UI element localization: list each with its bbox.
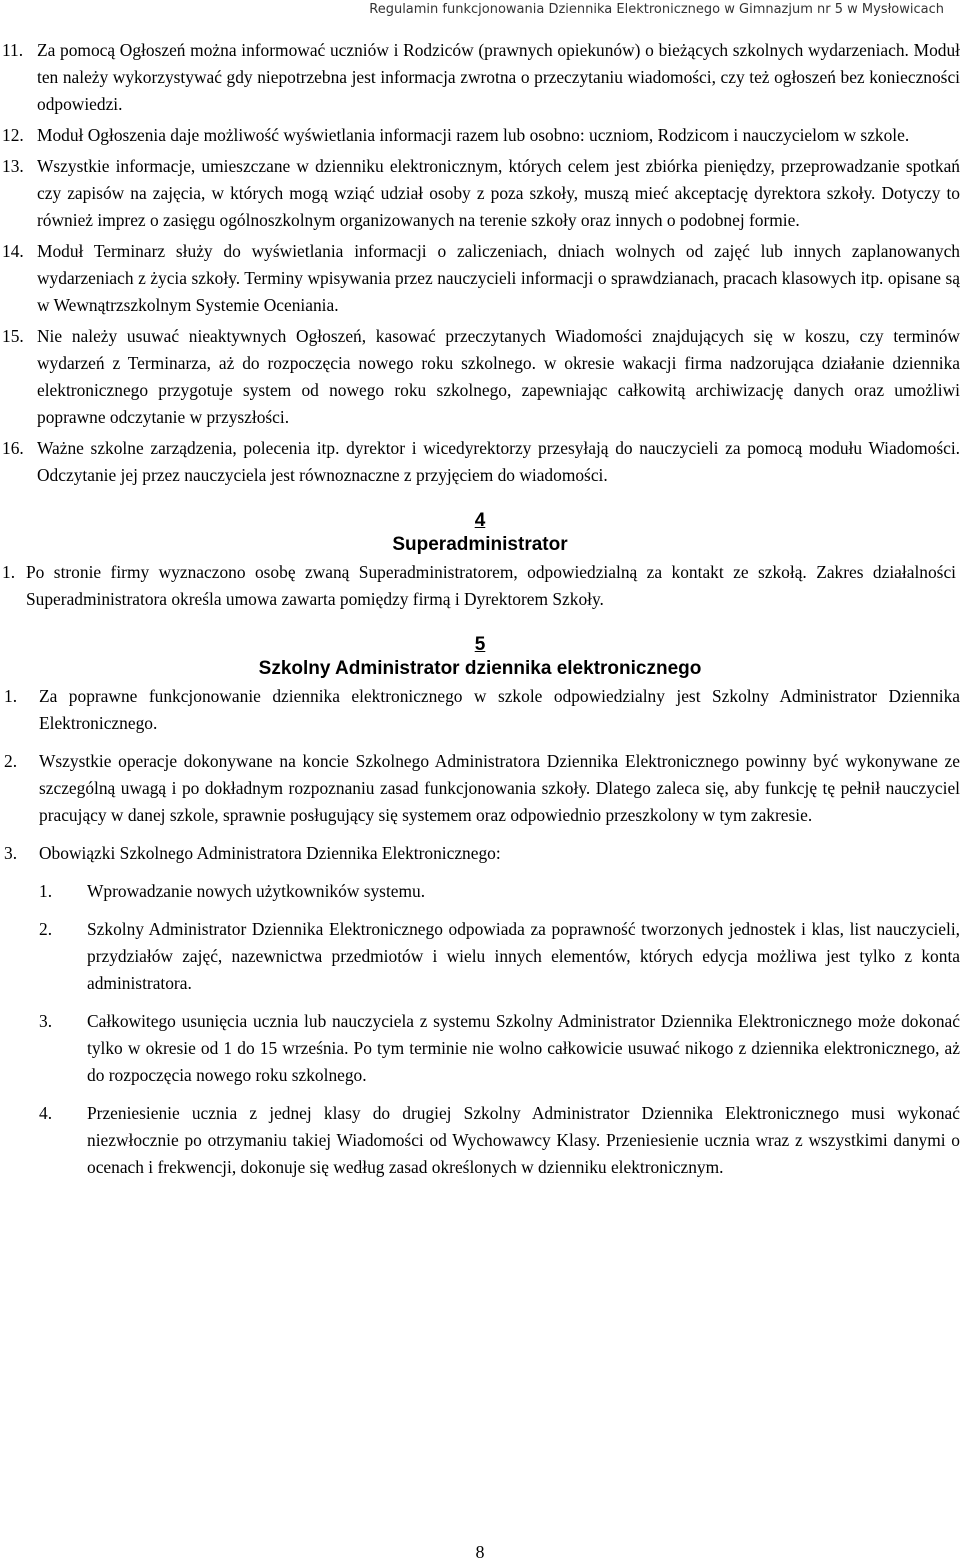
list-item <box>0 435 960 489</box>
item-text: Obowiązki Szkolnego Administratora Dziennika Elektronicznego: <box>39 843 501 863</box>
section4-number: 4 <box>474 510 486 531</box>
section4-title: Superadministrator <box>392 534 568 555</box>
item-text: Przeniesienie ucznia z jednej klasy do drugiej Szkolny Administrator Dziennika Elektronicznego musi wykonać niezwłocznie po otrzymaniu takiej Wiadomości od Wychowawcy Klasy. Przeniesienie ucznia wraz z wszystkimi danymi o ocenach i frekwencji, dokonuje się według zasad określonych w dzienniku elektronicznym. <box>87 1103 960 1177</box>
item-number: 1. <box>39 881 53 901</box>
item-text: Szkolny Administrator Dziennika Elektronicznego odpowiada za poprawność tworzonych jednostek i klas, list nauczycieli, przydziałów zajęć, nazewnictwa przedmiotów i wielu innych elementów, których edycja możliwa jest tylko z konta administratora. <box>87 919 960 993</box>
list-item <box>0 153 960 234</box>
section4-item <box>0 559 960 613</box>
list-item <box>0 323 960 431</box>
item-number: 1. <box>2 562 16 582</box>
item-number: 1. <box>4 686 18 706</box>
item-text: Moduł Terminarz służy do wyświetlania informacji o zaliczeniach, dniach wolnych od zajęć lub innych zaplanowanych wydarzeniach z życia szkoły. Terminy wpisywania przez nauczycieli informacji o sprawdzianach, pracach klasowych itp. opisane są w Wewnątrzszkolnym Systemie Oceniania. <box>37 241 960 315</box>
sublist-item <box>0 1100 960 1181</box>
item-number: 14. <box>2 241 24 261</box>
list-item <box>0 122 960 149</box>
item-number: 4. <box>39 1103 53 1123</box>
section5-title: Szkolny Administrator dziennika elektronicznego <box>258 658 702 679</box>
item-number: 11. <box>2 40 24 60</box>
page-content <box>0 37 960 1181</box>
item-number: 2. <box>39 919 53 939</box>
item-number: 16. <box>2 438 24 458</box>
sublist-item <box>0 916 960 997</box>
section4-heading <box>0 509 960 557</box>
item-text: Moduł Ogłoszenia daje możliwość wyświetlania informacji razem lub osobno: uczniom, Rodzicom i nauczycielom w szkole. <box>37 125 910 145</box>
item-number: 3. <box>39 1011 53 1031</box>
list-item <box>0 238 960 319</box>
item-text: Wszystkie informacje, umieszczane w dzienniku elektronicznym, których celem jest zbiórka pieniędzy, przeprowadzanie spotkań czy zapisów na zajęcia, w których mogą wziąć udział osoby z poza szkoły, muszą mieć akceptację dyrektora szkoły. Dotyczy to również imprez o zasięgu ogólnoszkolnym organizowanych na terenie szkoły oraz innych o podobnej formie. <box>37 156 960 230</box>
item-number: 13. <box>2 156 24 176</box>
item-text: Za poprawne funkcjonowanie dziennika elektronicznego w szkole odpowiedzialny jest Szkolny Administrator Dziennika Elektronicznego. <box>39 686 960 733</box>
item-text: Wszystkie operacje dokonywane na koncie Szkolnego Administratora Dziennika Elektronicznego powinny być wykonywane ze szczególną uwagą i po dokładnym rozpoznaniu zasad funkcjonowania szkoły. Dlatego zaleca się, aby funkcję tę pełnił nauczyciel pracujący w danej szkole, sprawnie posługujący się systemem oraz odpowiednio przeszkolony w tym zakresie. <box>39 751 960 825</box>
list-item <box>0 840 960 867</box>
item-number: 12. <box>2 125 24 145</box>
item-text: Całkowitego usunięcia ucznia lub nauczyciela z systemu Szkolny Administrator Dziennika Elektronicznego może dokonać tylko w okresie od 1 do 15 września. Po tym terminie nie wolno całkowicie usuwać nikogo z dziennika elektronicznego, aż do rozpoczęcia nowego roku szkolnego. <box>87 1011 960 1085</box>
item-number: 3. <box>4 843 18 863</box>
sublist-item <box>0 878 960 905</box>
item-number: 15. <box>2 326 24 346</box>
section5-list <box>0 683 960 867</box>
sublist-item <box>0 1008 960 1089</box>
section5-number: 5 <box>474 634 486 655</box>
list-item <box>0 748 960 829</box>
list-item <box>0 37 960 118</box>
list-item <box>0 683 960 737</box>
item-text: Za pomocą Ogłoszeń można informować uczniów i Rodziców (prawnych opiekunów) o bieżących szkolnych wydarzeniach. Moduł ten należy wykorzystywać gdy niepotrzebna jest informacja zwrotna o przeczytaniu wiadomości, czy też ogłoszeń bez konieczności odpowiedzi. <box>37 40 960 114</box>
item-number: 2. <box>4 751 18 771</box>
item-text: Po stronie firmy wyznaczono osobę zwaną Superadministratorem, odpowiedzialną za kontakt ze szkołą. Zakres działalności Superadministratora określa umowa zawarta pomiędzy firmą i Dyrektorem Szkoły. <box>26 562 956 609</box>
section3-list <box>0 37 960 489</box>
page-number: 8 <box>475 1542 485 1562</box>
duties-sublist <box>0 878 960 1181</box>
section5-heading <box>0 633 960 681</box>
item-text: Nie należy usuwać nieaktywnych Ogłoszeń, kasować przeczytanych Wiadomości znajdujących się w koszu, czy terminów wydarzeń z Terminarza, aż do rozpoczęcia nowego roku szkolnego. w okresie wakacji firma nadzorująca działanie dziennika elektronicznego przygotuje system od nowego roku szkolnego, zapewniając całkowitą archiwizację danych oraz umożliwi poprawne odczytanie w przyszłości. <box>37 326 960 427</box>
running-header: Regulamin funkcjonowania Dziennika Elektronicznego w Gimnazjum nr 5 w Mysłowicach <box>369 2 944 17</box>
item-text: Ważne szkolne zarządzenia, polecenia itp. dyrektor i wicedyrektorzy przesyłają do nauczycieli za pomocą modułu Wiadomości. Odczytanie jej przez nauczyciela jest równoznaczne z przyjęciem do wiadomości. <box>37 438 960 485</box>
item-text: Wprowadzanie nowych użytkowników systemu. <box>87 881 426 901</box>
